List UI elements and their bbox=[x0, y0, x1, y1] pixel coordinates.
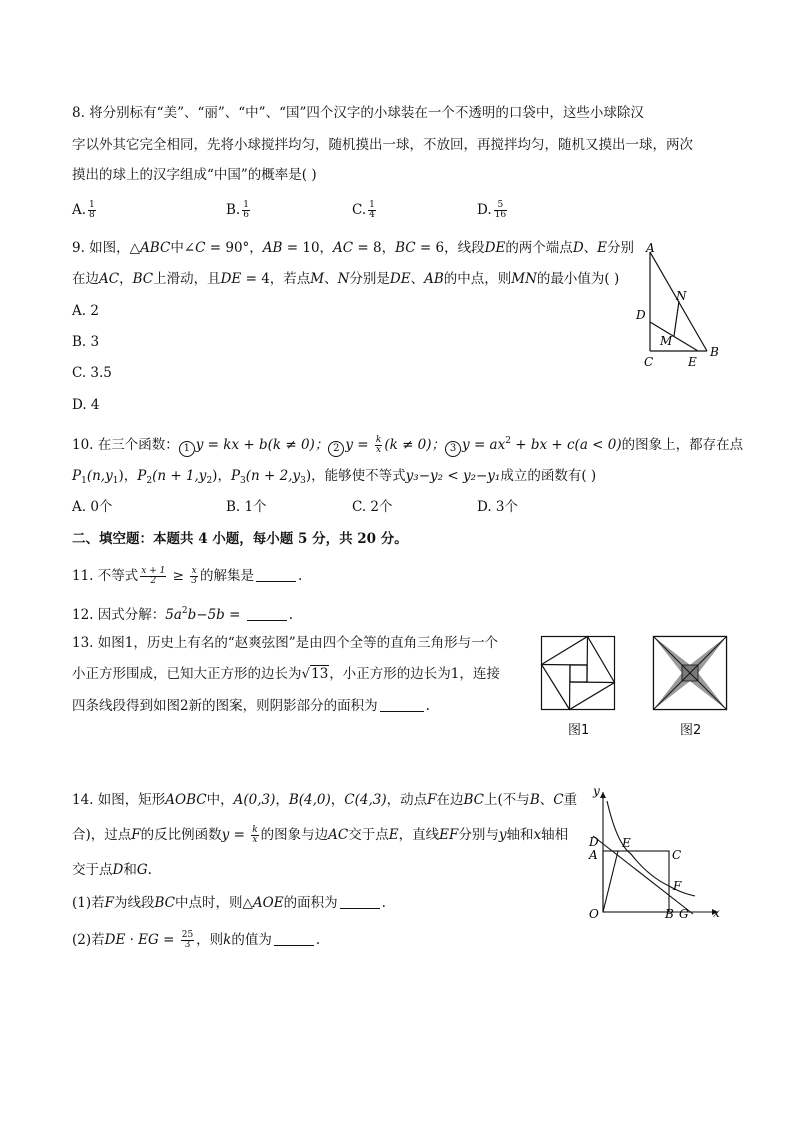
q13-line3: 四条线段得到如图2新的图案，则阴影部分的面积为 . bbox=[72, 698, 430, 714]
label-y: y bbox=[593, 784, 600, 798]
q9-triangle-figure bbox=[630, 238, 740, 373]
q11-line: 11. 不等式 $\frac{x + 1}{2}$ ≥ $\frac{x}{3}$ 的解集是 . bbox=[72, 566, 303, 586]
q9-option-c: C. 3.5 bbox=[72, 365, 112, 381]
figure-1-caption: 图1 bbox=[568, 723, 590, 738]
q13-figure-1 bbox=[541, 636, 616, 711]
label-a: A bbox=[589, 848, 598, 862]
answer-blank bbox=[256, 569, 296, 582]
figure-2-caption: 图2 bbox=[680, 723, 702, 738]
q13-line1: 13. 如图1，历史上有名的“赵爽弦图”是由四个全等的直角三角形与一个 bbox=[72, 635, 499, 651]
answer-blank bbox=[274, 933, 314, 946]
q9-option-a: A. 2 bbox=[72, 303, 99, 319]
label-e: E bbox=[622, 836, 631, 850]
q14-part2: (2)若DE · EG = $\frac{25}{3}$ ，则k的值为 . bbox=[72, 930, 321, 950]
q10-line2: $P_1(n,y_1)$，$P_2(n + 1,y_2)$，$P_3(n + 2,y_3)$，能够使不等式y₃−y₂ < y₂−y₁成立的函数有( ) bbox=[72, 468, 597, 486]
section-2-heading: 二、填空题：本题共 4 小题，每小题 5 分，共 20 分。 bbox=[72, 531, 408, 547]
q9-line1: 9. 如图，△ABC中∠C = 90°，AB = 10，AC = 8，BC = 6，线段DE的两个端点D、E分别 bbox=[72, 240, 634, 256]
q14-line1: 14. 如图，矩形AOBC中，A(0,3)，B(4,0)，C(4,3)，动点F在边BC上(不与B、C重 bbox=[72, 792, 578, 808]
circle-3: 3 bbox=[445, 441, 461, 457]
q13-line2: 小正方形围成，已知大正方形的边长为√13，小正方形的边长为1，连接 bbox=[72, 666, 500, 682]
answer-blank bbox=[340, 896, 380, 909]
line-de bbox=[650, 322, 698, 351]
q8-line1: 8. 将分别标有“美”、“丽”、“中”、“国”四个汉字的小球装在一个不透明的口袋中，这些小球除汉 bbox=[72, 105, 644, 121]
q8-option-d: D. $\frac{5}{16}$ bbox=[477, 200, 507, 220]
q8-line2: 字以外其它完全相同，先将小球搅拌均匀，随机摸出一球，不放回，再搅拌均匀，随机又摸出一球，两次 bbox=[72, 137, 693, 153]
answer-blank bbox=[247, 608, 287, 621]
q9-line2: 在边AC，BC上滑动，且DE = 4，若点M、N分别是DE、AB的中点，则MN的最小值为( ) bbox=[72, 271, 620, 287]
label-e: E bbox=[688, 355, 697, 369]
circle-2: 2 bbox=[328, 441, 344, 457]
q14-line3: 交于点D和G. bbox=[72, 862, 152, 878]
label-d: D bbox=[589, 835, 599, 849]
q12-line: 12. 因式分解：$5a^2b-5b$ = . bbox=[72, 606, 294, 623]
q8-option-c: C. $\frac{1}{4}$ bbox=[352, 200, 375, 220]
q13-figure-2 bbox=[653, 636, 728, 711]
q14-line2: 合)，过点F的反比例函数y = $\frac{k}{x}$ 的图象与边AC交于点E，直线EF分别与y轴和x轴相 bbox=[72, 825, 569, 845]
line-mn bbox=[674, 301, 679, 336]
q8-line3: 摸出的球上的汉字组成“中国”的概率是( ) bbox=[72, 167, 317, 183]
segment-oe bbox=[603, 851, 618, 912]
label-a: A bbox=[646, 241, 655, 255]
label-n: N bbox=[676, 289, 687, 303]
q10-line1: 10. 在三个函数： 1 y = kx + b(k ≠ 0)； 2 y = $\frac{k}{x}$ (k ≠ 0)； 3 $y = ax^2$ + bx + c(a < 0)的图象上，都存在点 bbox=[72, 435, 744, 455]
small-square bbox=[570, 665, 587, 682]
y-axis-arrow bbox=[600, 792, 606, 798]
q14-coordinate-figure bbox=[583, 786, 728, 926]
q9-option-d: D. 4 bbox=[72, 397, 100, 413]
label-b: B bbox=[665, 907, 674, 921]
label-o: O bbox=[589, 907, 599, 921]
q14-part1: (1)若F为线段BC中点时，则△AOE的面积为 . bbox=[72, 895, 386, 911]
label-d: D bbox=[636, 308, 646, 322]
label-m: M bbox=[660, 334, 673, 348]
label-c: C bbox=[672, 848, 682, 862]
label-g: G bbox=[679, 907, 689, 921]
answer-blank bbox=[380, 699, 424, 712]
label-x: x bbox=[713, 906, 720, 920]
q10-option-c: C. 2个 bbox=[352, 499, 393, 515]
label-b: B bbox=[710, 345, 719, 359]
label-c: C bbox=[644, 355, 654, 369]
circle-1: 1 bbox=[179, 441, 195, 457]
label-f: F bbox=[673, 879, 682, 893]
q10-option-d: D. 3个 bbox=[477, 499, 519, 515]
q9-option-b: B. 3 bbox=[72, 334, 100, 350]
q8-option-b: B. $\frac{1}{6}$ bbox=[226, 200, 249, 220]
q8-option-a: A. $\frac{1}{8}$ bbox=[72, 200, 95, 220]
q10-option-b: B. 1个 bbox=[226, 499, 267, 515]
q10-option-a: A. 0个 bbox=[72, 499, 113, 515]
